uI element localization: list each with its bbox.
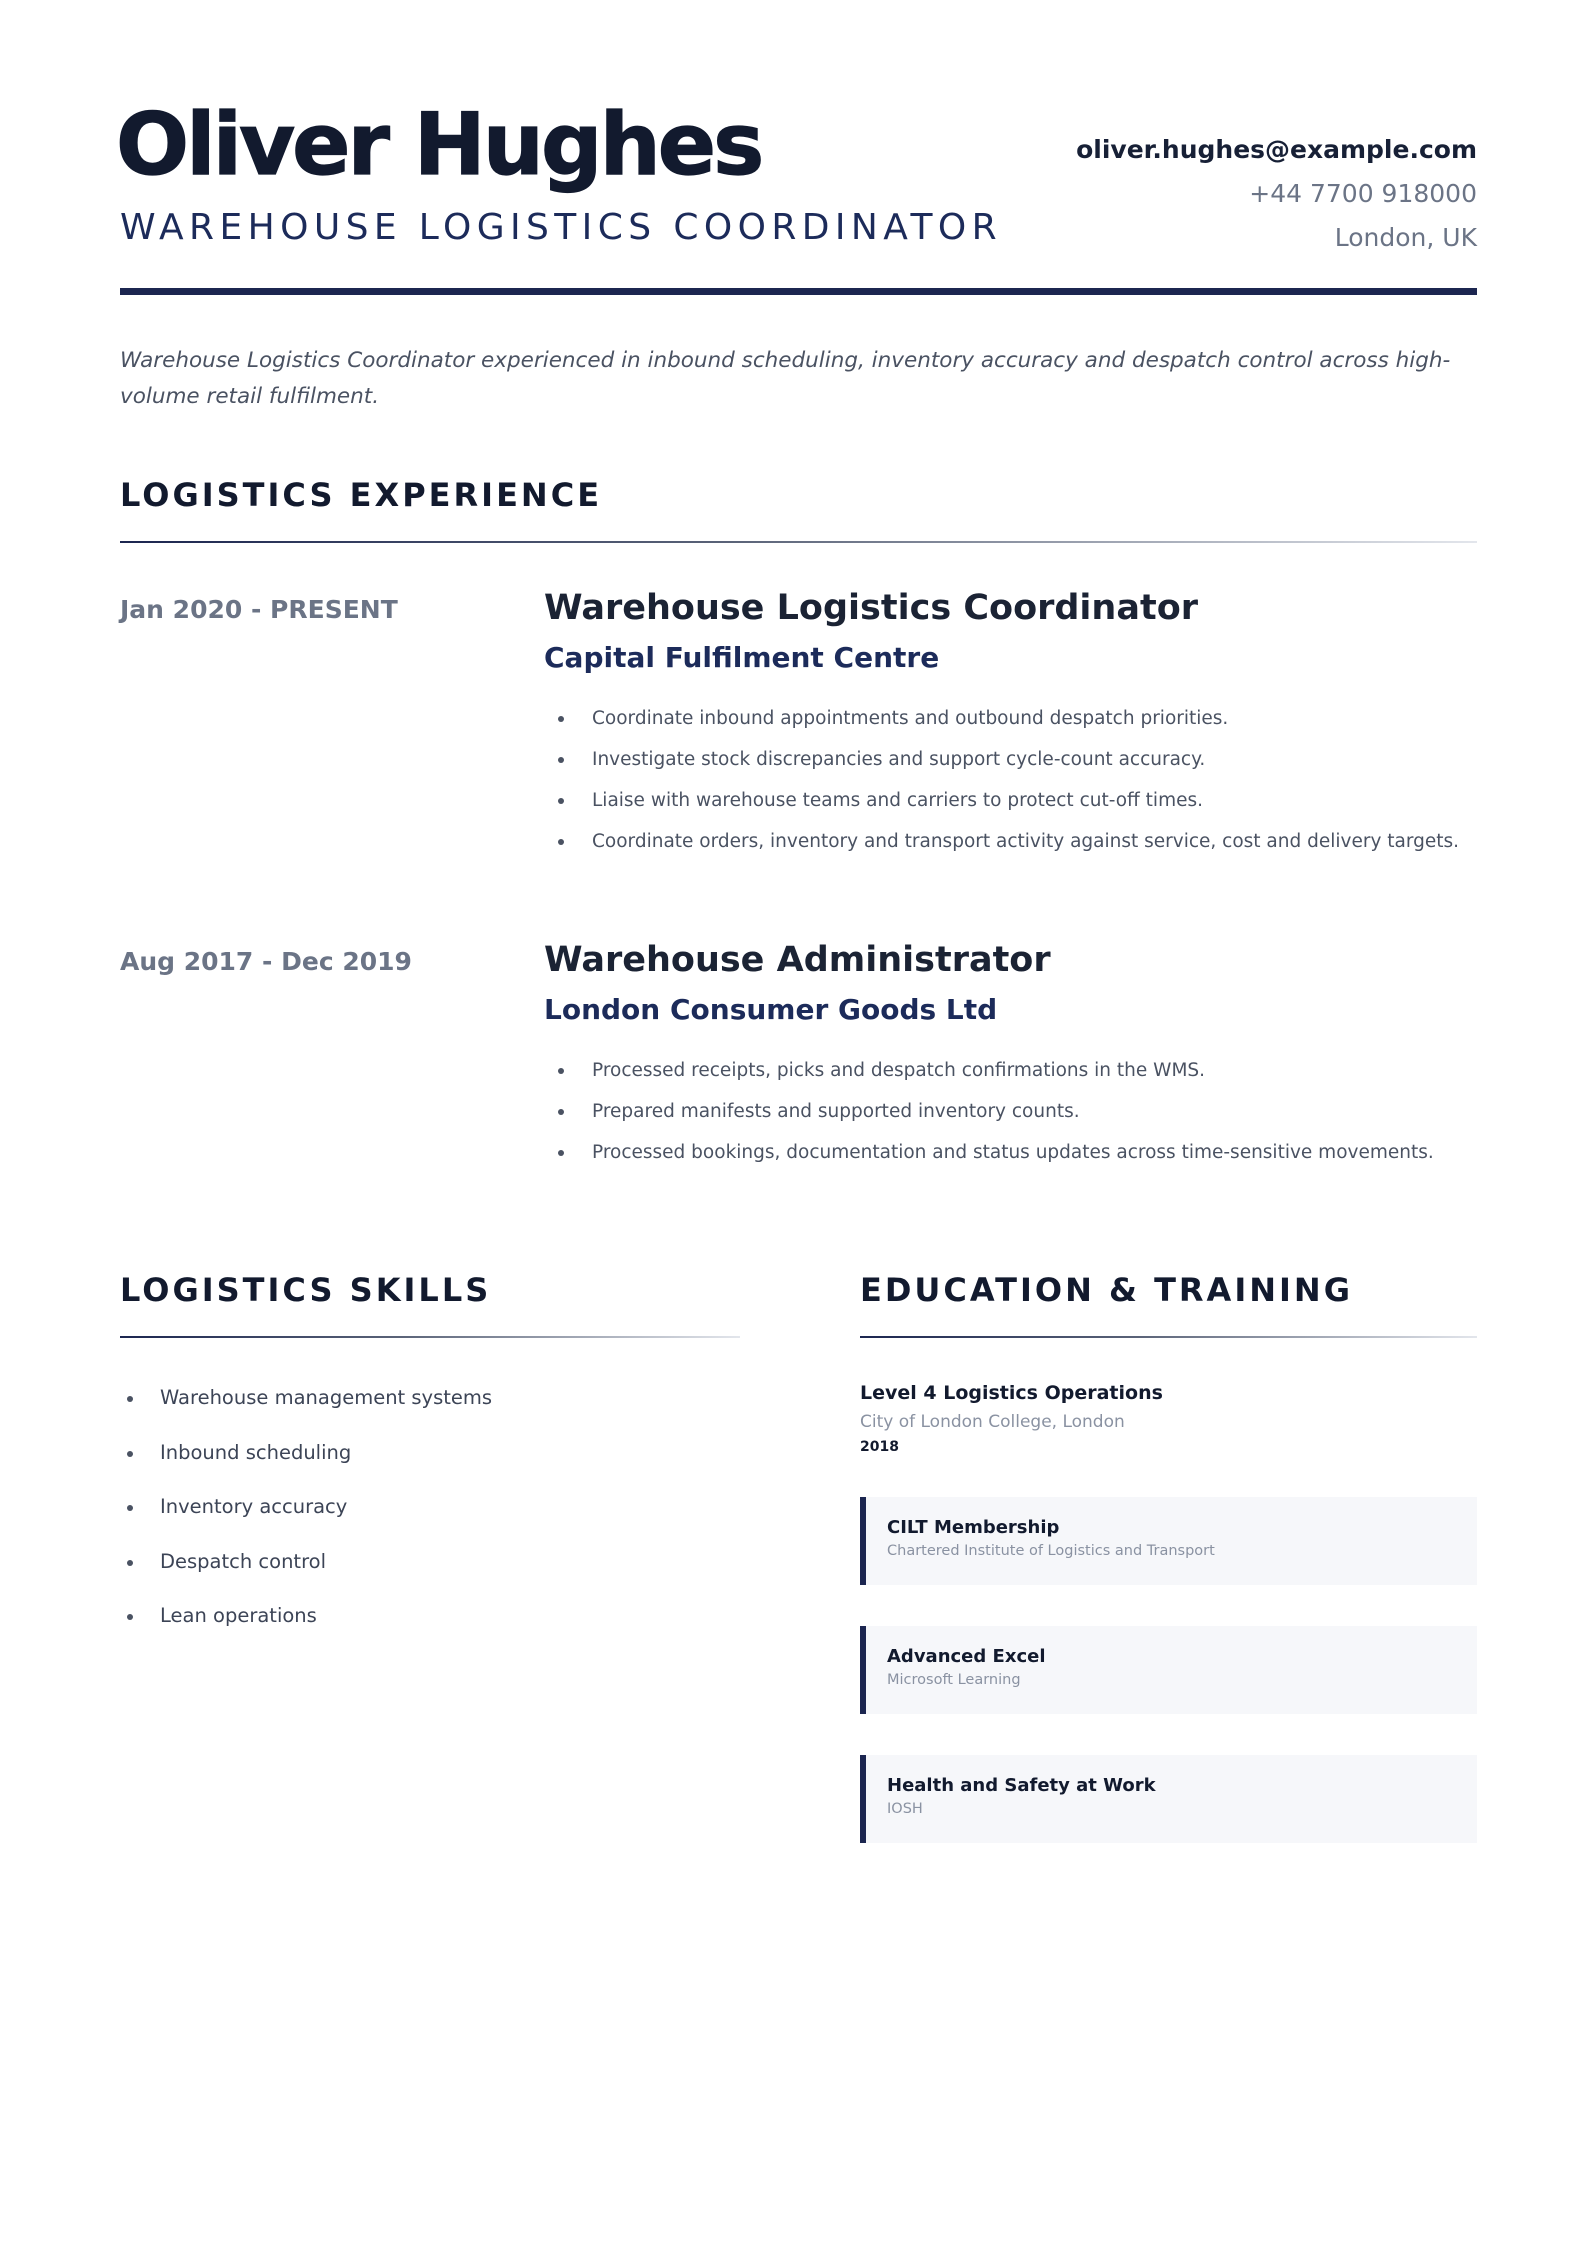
certification-card [860, 1755, 1477, 1843]
education-heading: EDUCATION & TRAINING [860, 1271, 1353, 1309]
responsibility-item: Coordinate orders, inventory and transport activity against service, cost and delivery targets. [544, 821, 1477, 862]
candidate-name: Oliver Hughes [116, 95, 762, 195]
job-role: Warehouse Administrator [544, 940, 1051, 980]
job-role: Warehouse Logistics Coordinator [544, 588, 1198, 628]
contact-phone: +44 7700 918000 [1249, 179, 1477, 208]
skill-item: Inbound scheduling [120, 1426, 740, 1481]
certification-card [860, 1626, 1477, 1714]
skills-heading: LOGISTICS SKILLS [120, 1271, 492, 1309]
degree-name: Level 4 Logistics Operations [860, 1382, 1163, 1404]
degree-year: 2018 [860, 1439, 899, 1455]
certification-issuer: Microsoft Learning [887, 1672, 1021, 1688]
skill-item: Lean operations [120, 1589, 740, 1644]
certification-issuer: Chartered Institute of Logistics and Transport [887, 1543, 1215, 1559]
responsibility-item: Prepared manifests and supported inventory counts. [544, 1091, 1477, 1132]
job-dates: Aug 2017 - Dec 2019 [120, 947, 412, 976]
resume-header [116, 90, 1477, 300]
certification-card [860, 1497, 1477, 1585]
header-divider [120, 288, 1477, 295]
education-divider [860, 1336, 1477, 1338]
professional-summary: Warehouse Logistics Coordinator experienced in inbound scheduling, inventory accuracy and despatch control across high-volume retail fulfilment. [120, 348, 1451, 409]
job-details [544, 584, 1477, 862]
contact-block [1076, 128, 1477, 260]
job-responsibilities [544, 698, 1477, 862]
skill-item: Despatch control [120, 1535, 740, 1590]
responsibility-item: Processed bookings, documentation and status updates across time-sensitive movements. [544, 1132, 1477, 1173]
job-dates: Jan 2020 - PRESENT [120, 595, 398, 624]
candidate-title: WAREHOUSE LOGISTICS COORDINATOR [120, 207, 1002, 248]
contact-email[interactable]: oliver.hughes@example.com [1076, 135, 1477, 164]
skill-item: Inventory accuracy [120, 1480, 740, 1535]
education-entry [860, 1378, 1477, 1458]
certification-name: CILT Membership [887, 1517, 1060, 1538]
certification-issuer: IOSH [887, 1801, 923, 1817]
contact-location: London, UK [1334, 223, 1477, 252]
experience-divider [120, 541, 1477, 543]
responsibility-item: Processed receipts, picks and despatch confirmations in the WMS. [544, 1050, 1477, 1091]
responsibility-item: Investigate stock discrepancies and support cycle-count accuracy. [544, 739, 1477, 780]
skill-item: Warehouse management systems [120, 1371, 740, 1426]
job-company: London Consumer Goods Ltd [544, 993, 998, 1026]
experience-heading: LOGISTICS EXPERIENCE [120, 476, 603, 514]
skills-divider [120, 1336, 740, 1338]
job-company: Capital Fulfilment Centre [544, 641, 940, 674]
degree-school: City of London College, London [860, 1412, 1125, 1432]
responsibility-item: Liaise with warehouse teams and carriers to protect cut-off times. [544, 780, 1477, 821]
job-details [544, 936, 1477, 1173]
certification-name: Health and Safety at Work [887, 1775, 1156, 1796]
job-responsibilities [544, 1050, 1477, 1173]
certification-name: Advanced Excel [887, 1646, 1046, 1667]
skills-list [120, 1371, 740, 1644]
responsibility-item: Coordinate inbound appointments and outbound despatch priorities. [544, 698, 1477, 739]
